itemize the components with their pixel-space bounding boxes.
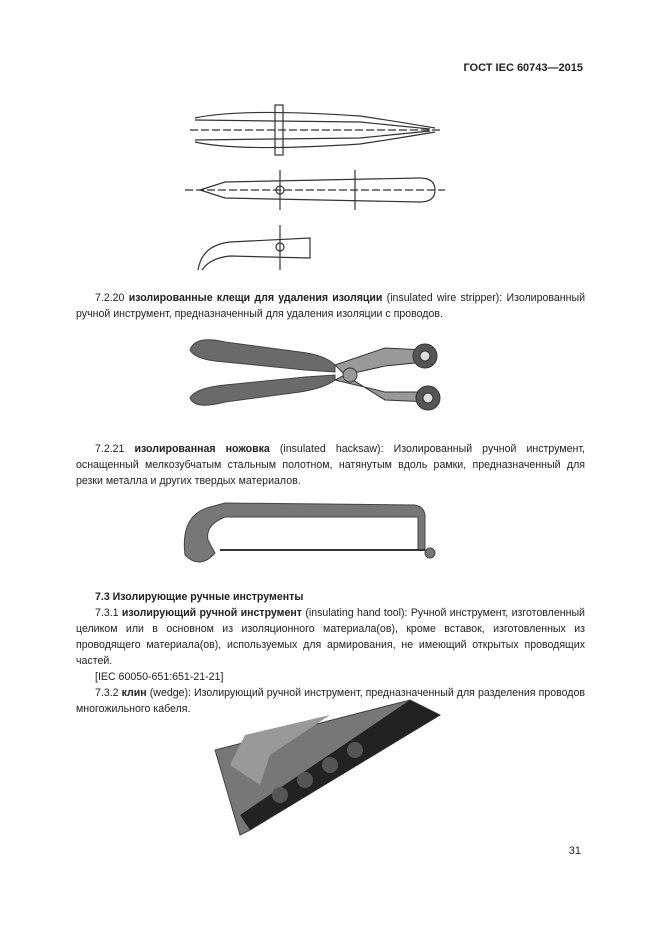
definition: (insulating hand tool): Ручной инструмент, изготовленный целиком или в основном из изоляционного материала(ов), кроме вставок, изготовленных из проводящего материала(ов), используемых для армирования, не имеющий открытых проводящих частей. <box>76 607 585 667</box>
hacksaw-image <box>180 495 445 575</box>
section-number: 7.2.21 <box>95 443 125 455</box>
document-header: ГОСТ IEC 60743—2015 <box>463 62 583 74</box>
term: изолированная ножовка <box>134 443 270 455</box>
reference: [IEC 60050-651:651-21-21] <box>95 671 224 683</box>
wedge-image <box>210 695 450 840</box>
section-heading: 7.3 Изолирующие ручные инструменты <box>95 591 304 603</box>
section-number: 7.2.20 <box>95 292 125 304</box>
wire-stripper-image <box>185 330 450 420</box>
section-number: 7.3.1 <box>95 607 119 619</box>
term: клин <box>121 687 147 699</box>
section-7-2-20 <box>76 290 585 322</box>
page-number: 31 <box>568 845 581 857</box>
term: изолированные клещи для удаления изоляции <box>128 292 383 304</box>
tweezers-drawing <box>180 100 450 275</box>
definition: (wedge): Изолирующий ручной инструмент, предназначенный для разделения проводов многожильного кабеля. <box>76 687 585 715</box>
definition: (insulated wire stripper): Изолированный ручной инструмент, предназначенный для удаления изоляции с проводов. <box>76 292 585 320</box>
section-7-2-21 <box>76 441 585 489</box>
section-number: 7.3.2 <box>95 687 119 699</box>
term: изолирующий ручной инструмент <box>121 607 302 619</box>
definition: (insulated hacksaw): Изолированный ручной инструмент, оснащенный мелкозубчатым стальным полотном, натянутым вдоль рамки, предназначенный для резки металла и других твердых материалов. <box>76 443 585 487</box>
